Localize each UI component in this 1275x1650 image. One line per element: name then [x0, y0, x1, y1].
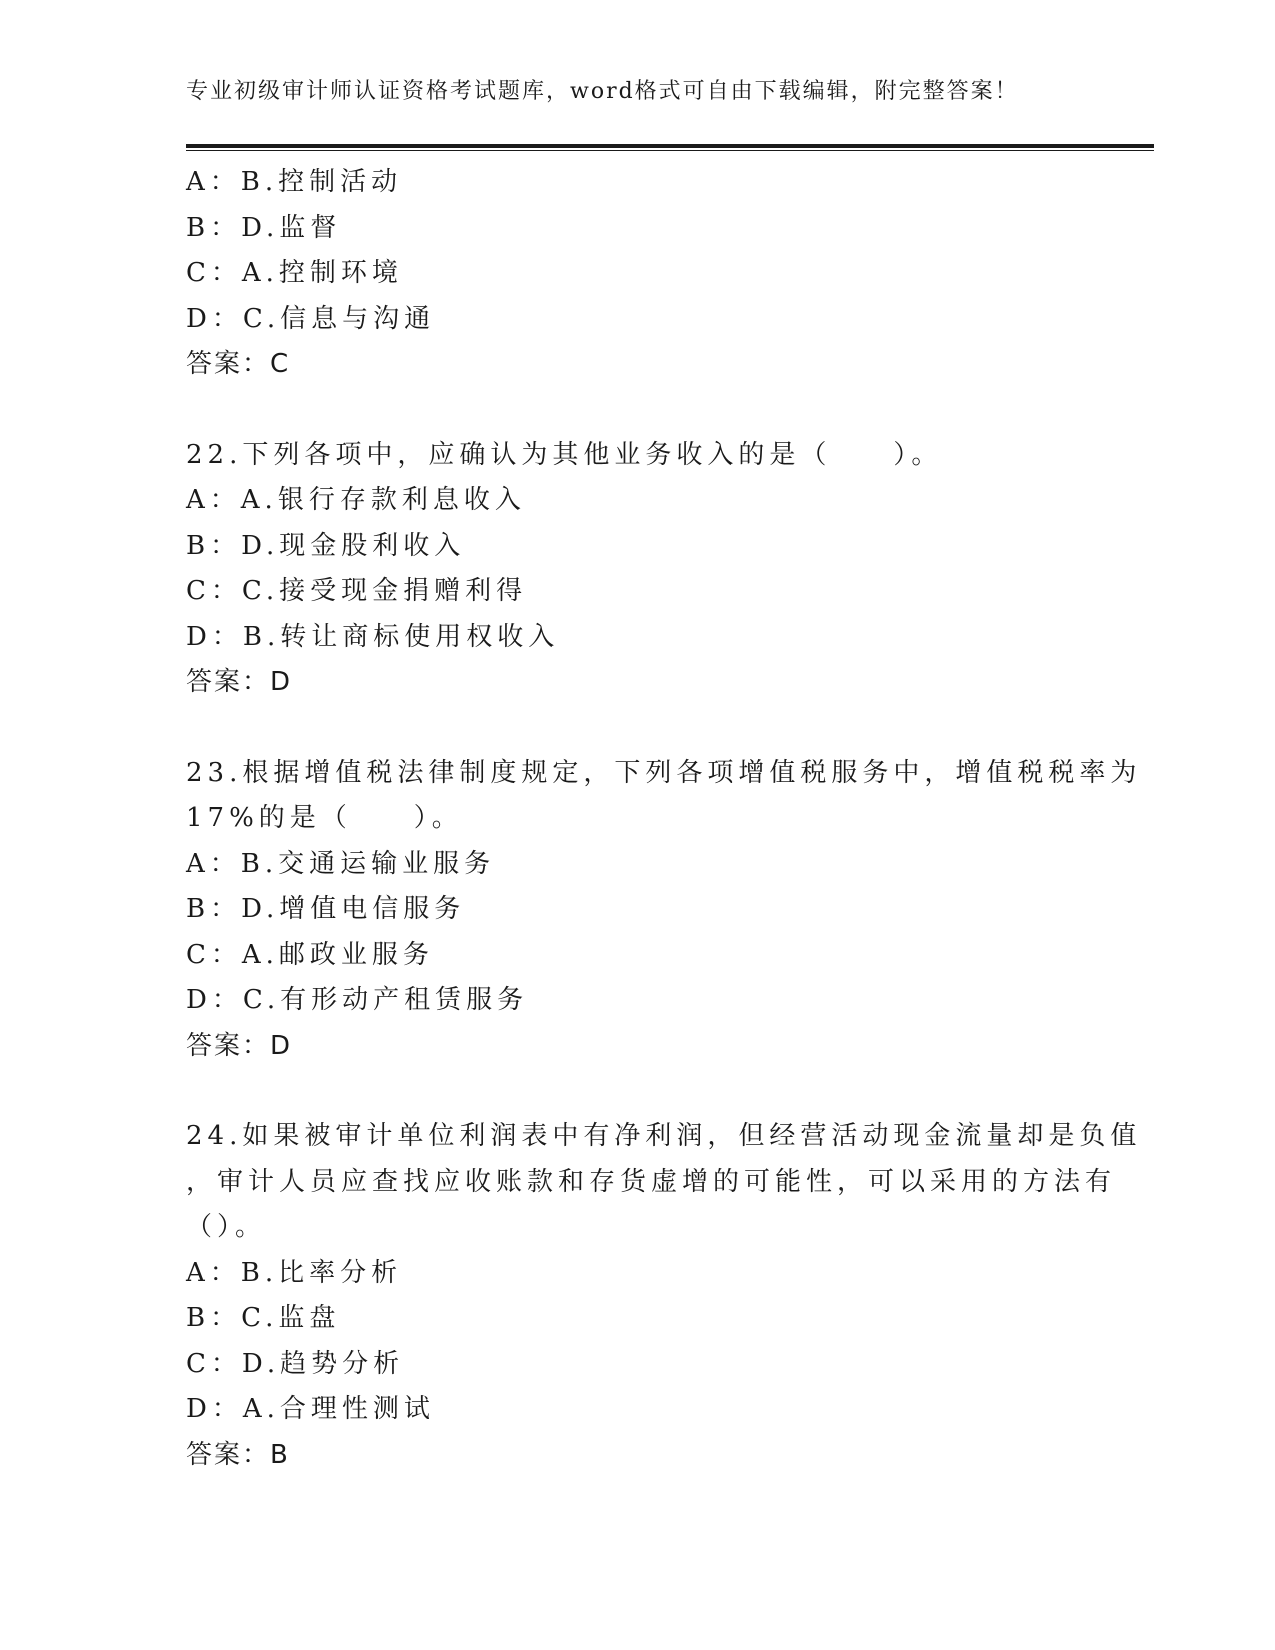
question-list	[186, 160, 1142, 1478]
option-item: B：D.现金股利收入	[186, 530, 466, 561]
page-header: 专业初级审计师认证资格考试题库，word格式可自由下载编辑，附完整答案！	[186, 79, 1019, 104]
answer-text: 答案：D	[186, 667, 293, 697]
question-block	[186, 433, 1086, 706]
header-rule-thin	[186, 150, 1154, 151]
option-item: B：D.监督	[186, 212, 342, 243]
answer-text: 答案：B	[186, 1439, 290, 1470]
option-item: D：C.有形动产租赁服务	[186, 985, 529, 1015]
block-spacer	[186, 706, 1086, 751]
answer-text: 答案：C	[186, 349, 291, 379]
option-item: C：A.邮政业服务	[186, 939, 434, 970]
question-block	[186, 160, 1086, 388]
option-item: C：D.趋势分析	[186, 1348, 405, 1379]
option-item: A：B.控制活动	[186, 167, 403, 197]
question-text: 24.如果被审计单位利润表中有净利润，但经营活动现金流量却是负值	[186, 1121, 1142, 1151]
option-item: D：A.合理性测试	[186, 1394, 435, 1424]
option-item: B：D.增值电信服务	[186, 894, 466, 924]
block-spacer	[186, 388, 1086, 433]
question-block	[186, 1114, 1142, 1478]
header-rule-thick	[186, 144, 1154, 148]
option-item: A：A.银行存款利息收入	[186, 485, 526, 515]
question-text: 23.根据增值税法律制度规定，下列各项增值税服务中，增值税税率为	[186, 757, 1142, 788]
option-item: A：B.比率分析	[186, 1257, 403, 1288]
answer-text: 答案：D	[186, 1030, 293, 1061]
question-text: （）。	[186, 1212, 267, 1242]
block-spacer	[186, 1069, 1086, 1114]
option-item: B：C.监盘	[186, 1303, 341, 1333]
question-text: 22.下列各项中，应确认为其他业务收入的是（ ）。	[186, 439, 943, 470]
option-item: C：C.接受现金捐赠利得	[186, 576, 528, 606]
option-item: D：C.信息与沟通	[186, 303, 436, 334]
question-text: 17%的是（ ）。	[186, 803, 463, 833]
option-item: A：B.交通运输业服务	[186, 848, 496, 879]
question-text: ，审计人员应查找应收账款和存货虚增的可能性，可以采用的方法有	[186, 1166, 1117, 1197]
option-item: D：B.转让商标使用权收入	[186, 621, 560, 652]
option-item: C：A.控制环境	[186, 258, 403, 288]
question-block	[186, 751, 1142, 1070]
